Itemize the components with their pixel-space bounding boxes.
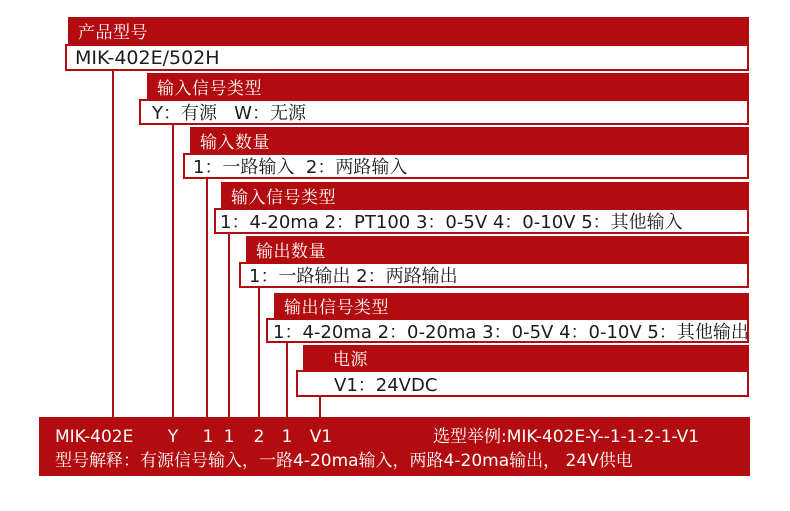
level-6-value-output-signal-kind: 1：4-20ma 2：0-20ma 3：0-5V 4：0-10V 5：其他输出 bbox=[266, 318, 749, 343]
level-3-header-input-quantity: 输入数量 bbox=[190, 127, 749, 153]
level-3-value-input-quantity: 1：一路输入 2：两路输入 bbox=[183, 153, 749, 179]
level-2-value-input-signal-type: Y：有源 W：无源 bbox=[139, 99, 749, 125]
code-segment-output-signal: 1 bbox=[281, 427, 293, 447]
level-5-header-output-quantity: 输出数量 bbox=[246, 236, 749, 262]
level-5-value-output-quantity: 1：一路输出 2：两路输出 bbox=[239, 262, 749, 288]
connector-line-output-qty bbox=[258, 288, 260, 417]
level-2-header-input-signal-type: 输入信号类型 bbox=[147, 73, 749, 99]
connector-line-model bbox=[112, 71, 114, 417]
level-1-header-product-model: 产品型号 bbox=[68, 17, 749, 44]
code-segment-input-type: Y bbox=[167, 427, 179, 447]
ordering-code-bar bbox=[39, 417, 750, 476]
connector-line-input-qty bbox=[206, 179, 208, 417]
model-explanation-text: 型号解释：有源信号输入，一路4-20ma输入，两路4-20ma输出， 24V供电 bbox=[55, 451, 633, 471]
code-segment-input-signal: 1 bbox=[223, 427, 235, 447]
code-segment-power: V1 bbox=[309, 427, 333, 447]
level-1-value-product-model: MIK-402E/502H bbox=[65, 44, 749, 71]
connector-line-input-type bbox=[172, 125, 174, 417]
level-4-header-input-signal-kind: 输入信号类型 bbox=[221, 182, 749, 208]
selection-example-text: 选型举例:MIK-402E-Y--1-1-2-1-V1 bbox=[433, 427, 700, 447]
level-7-value-power-supply: V1：24VDC bbox=[296, 370, 749, 397]
level-4-value-input-signal-kind: 1：4-20ma 2：PT100 3：0-5V 4：0-10V 5：其他输入 bbox=[214, 208, 749, 234]
connector-line-output-signal bbox=[286, 343, 288, 417]
connector-line-power bbox=[319, 397, 321, 417]
code-model-text: MIK-402E bbox=[55, 427, 134, 447]
level-7-header-power-supply: 电源 bbox=[303, 345, 749, 370]
code-segment-output-qty: 2 bbox=[253, 427, 265, 447]
connector-line-input-signal bbox=[228, 234, 230, 417]
code-segment-input-qty: 1 bbox=[202, 427, 214, 447]
level-6-header-output-signal-kind: 输出信号类型 bbox=[274, 293, 749, 318]
